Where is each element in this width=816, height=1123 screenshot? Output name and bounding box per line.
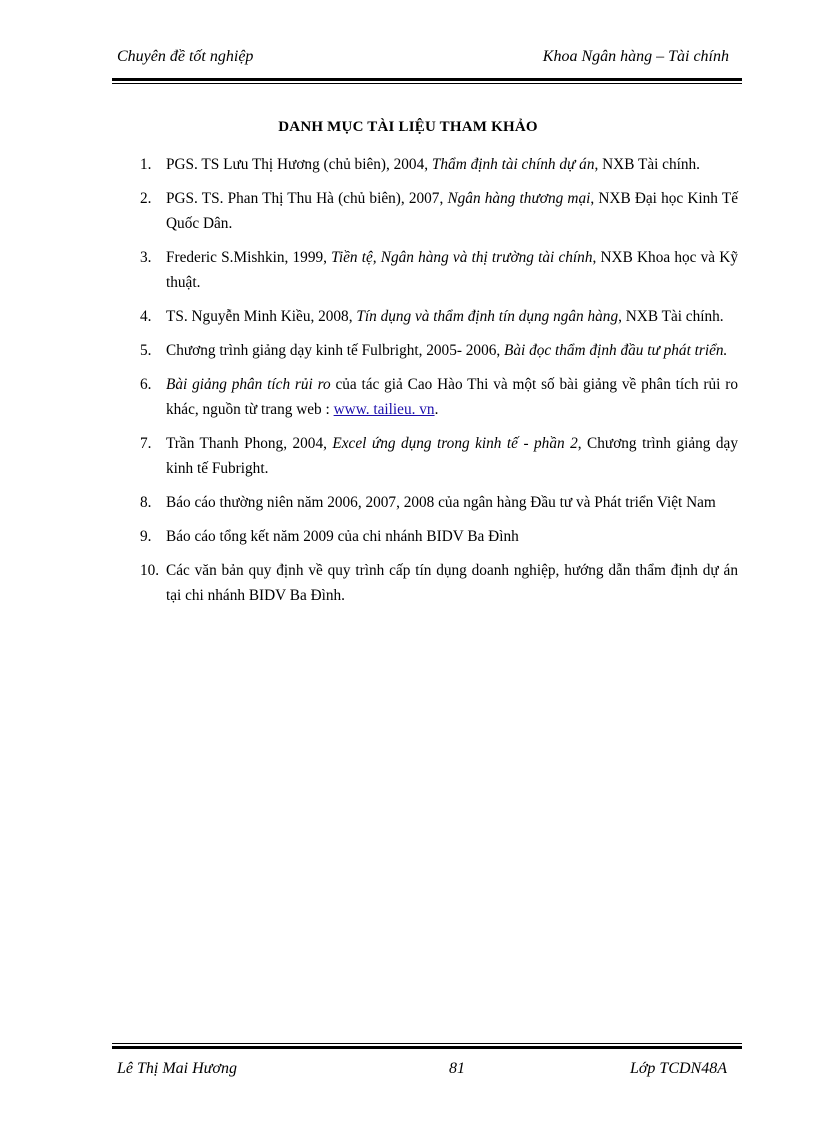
reference-number: 8. (140, 494, 152, 511)
reference-item (140, 490, 738, 515)
reference-list (140, 152, 738, 617)
reference-publisher: , NXB Đại học Kinh Tế Quốc Dân. (166, 190, 738, 232)
header-left-text: Chuyên đề tốt nghiệp (117, 48, 254, 65)
reference-title: Bài đọc thẩm định đầu tư phát triển. (504, 342, 728, 359)
page-title: DANH MỤC TÀI LIỆU THAM KHẢO (278, 119, 538, 135)
reference-title: Ngân hàng thương mại (447, 190, 591, 207)
reference-number: 3. (140, 249, 152, 266)
footer-rule-thin (112, 1043, 742, 1044)
reference-number: 4. (140, 308, 152, 325)
header-rule-thin (112, 83, 742, 84)
reference-text: TS. Nguyễn Minh Kiều, 2008, (166, 308, 357, 325)
reference-item (140, 186, 738, 236)
reference-number: 7. (140, 435, 152, 452)
reference-number: 1. (140, 156, 152, 173)
reference-item (140, 245, 738, 295)
reference-title: Bài giảng phân tích rủi ro (166, 376, 331, 393)
reference-number: 5. (140, 342, 152, 359)
reference-text: Trần Thanh Phong, 2004, (166, 435, 333, 452)
footer-author: Lê Thị Mai Hương (117, 1060, 237, 1077)
reference-number: 9. (140, 528, 152, 545)
reference-number: 6. (140, 376, 152, 393)
reference-text: PGS. TS. Phan Thị Thu Hà (chủ biên), 2007, (166, 190, 448, 207)
header-rule-thick (112, 78, 742, 81)
reference-title: Thẩm định tài chính dự án (431, 156, 595, 173)
page-number: 81 (449, 1060, 465, 1077)
reference-text: Chương trình giảng dạy kinh tế Fulbright, 2005- 2006, (166, 342, 505, 359)
page-footer (117, 1060, 737, 1084)
reference-text: Báo cáo tổng kết năm 2009 của chi nhánh BIDV Ba Đình (166, 528, 519, 545)
page-header (117, 48, 737, 72)
reference-item (140, 524, 738, 549)
reference-title: Excel ứng dụng trong kinh tế - phần 2 (332, 435, 578, 452)
reference-publisher: của tác giả Cao Hào Thi và một số bài giảng về phân tích rủi ro khác, nguồn từ trang web : (166, 376, 738, 418)
reference-item (140, 558, 738, 608)
website-link[interactable]: www. tailieu. vn (333, 401, 435, 418)
header-right-text: Khoa Ngân hàng – Tài chính (542, 48, 729, 65)
reference-text: PGS. TS Lưu Thị Hương (chủ biên), 2004, (166, 156, 432, 173)
reference-publisher: , NXB Tài chính. (618, 308, 724, 325)
reference-number: 2. (140, 190, 152, 207)
reference-item (140, 304, 738, 329)
reference-text: Frederic S.Mishkin, 1999, (166, 249, 332, 266)
reference-text: Báo cáo thường niên năm 2006, 2007, 2008 của ngân hàng Đầu tư và Phát triển Việt Nam (166, 494, 716, 511)
reference-title: Tín dụng và thẩm định tín dụng ngân hàng (356, 308, 619, 325)
reference-text: Các văn bản quy định về quy trình cấp tín dụng doanh nghiệp, hướng dẫn thẩm định dự án tại chi nhánh BIDV Ba Đình. (166, 562, 738, 604)
reference-item (140, 152, 738, 177)
footer-rule-thick (112, 1046, 742, 1049)
reference-publisher: , NXB Tài chính. (594, 156, 700, 173)
reference-item (140, 431, 738, 481)
footer-class: Lớp TCDN48A (629, 1060, 727, 1077)
reference-publisher: , Chương trình giảng dạy kinh tế Fubright. (166, 435, 738, 477)
reference-publisher: , NXB Khoa học và Kỹ thuật. (166, 249, 738, 291)
reference-item (140, 372, 738, 422)
reference-number: 10. (140, 562, 160, 579)
reference-tail: . (434, 401, 439, 418)
reference-item (140, 338, 738, 363)
reference-title: Tiền tệ, Ngân hàng và thị trường tài chính (331, 249, 593, 266)
